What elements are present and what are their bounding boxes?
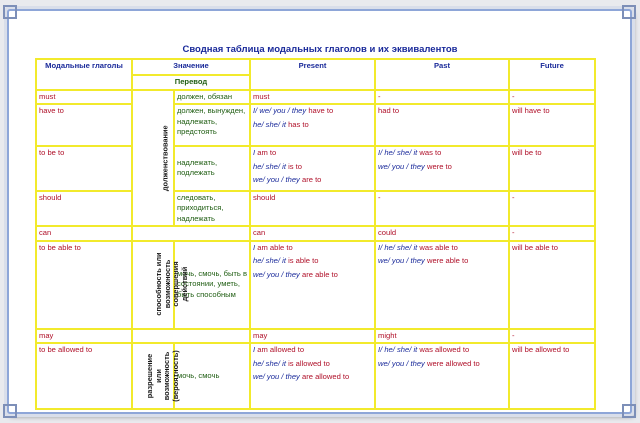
table-row (36, 191, 595, 227)
past-cell: could (375, 226, 509, 241)
past-cell: might (375, 329, 509, 344)
present-cell: may (250, 329, 375, 344)
present-cell: should (250, 191, 375, 227)
past-cell: had to (375, 104, 509, 146)
frame-corner (622, 404, 636, 418)
future-cell: - (509, 191, 595, 227)
future-cell: will have to (509, 104, 595, 146)
table-row (36, 329, 595, 344)
table-title: Сводная таблица модальных глаголов и их эквивалентов (182, 44, 458, 55)
meaning-cell: надлежать, подлежать (174, 146, 250, 191)
header-present: Present (250, 59, 375, 90)
future-cell: will be allowed to (509, 343, 595, 409)
header-translation: Перевод (132, 75, 250, 90)
verb-cell: to be allowed to (36, 343, 132, 409)
frame-corner (3, 5, 17, 19)
group-duty (132, 90, 174, 227)
header-modal-verbs: Модальные глаголы (36, 59, 132, 90)
future-cell: - (509, 226, 595, 241)
verb-cell: to be able to (36, 241, 132, 329)
meaning-cell (132, 329, 250, 344)
modal-verbs-table (35, 58, 596, 410)
present-cell: I am able to he/ she/ it is able to we/ you / they are able to (250, 241, 375, 329)
header-row (36, 59, 595, 75)
past-cell: I/ he/ she/ it was to we/ you / they were to (375, 146, 509, 191)
table-row (36, 104, 595, 146)
verb-cell: may (36, 329, 132, 344)
verb-cell: can (36, 226, 132, 241)
group-ability (132, 241, 189, 329)
future-cell: - (509, 329, 595, 344)
meaning-cell: должен, вынужден, надлежать, предстоять (174, 104, 250, 146)
present-cell: can (250, 226, 375, 241)
present-cell: must (250, 90, 375, 105)
table-row (36, 146, 595, 191)
meaning-cell: должен, обязан (174, 90, 250, 105)
header-meaning: Значение (132, 59, 250, 75)
verb-cell: should (36, 191, 132, 227)
future-cell: will be able to (509, 241, 595, 329)
verb-cell: must (36, 90, 132, 105)
meaning-cell: мочь, смочь, быть в состоянии, уметь, быть способным (174, 241, 250, 329)
table-row (36, 241, 595, 329)
table-row (36, 343, 595, 409)
past-cell: - (375, 90, 509, 105)
header-past: Past (375, 59, 509, 90)
header-future: Future (509, 59, 595, 90)
future-cell: will be to (509, 146, 595, 191)
present-cell: I am allowed to he/ she/ it is allowed to we/ you / they are allowed to (250, 343, 375, 409)
past-cell: I/ he/ she/ it was able to we/ you / they were able to (375, 241, 509, 329)
past-cell: - (375, 191, 509, 227)
present-cell: I/ we/ you / they have to he/ she/ it has to (250, 104, 375, 146)
frame-corner (3, 404, 17, 418)
frame-corner (622, 5, 636, 19)
past-cell: I/ he/ she/ it was allowed to we/ you / they were allowed to (375, 343, 509, 409)
table-row (36, 226, 595, 241)
group-label: разрешение или возможность (вероятность) (145, 349, 180, 402)
table-row (36, 90, 595, 105)
future-cell: - (509, 90, 595, 105)
meaning-cell: следовать, приходиться, надлежать (174, 191, 250, 227)
meaning-cell: мочь, смочь (174, 343, 250, 409)
verb-cell: to be to (36, 146, 132, 191)
verb-cell: have to (36, 104, 132, 146)
meaning-cell (132, 226, 250, 241)
present-cell: I am to he/ she/ it is to we/ you / they are to (250, 146, 375, 191)
group-label: долженствование (160, 124, 170, 191)
group-permission (132, 343, 180, 409)
group-label: способность или возможность совершения действий (154, 252, 189, 316)
